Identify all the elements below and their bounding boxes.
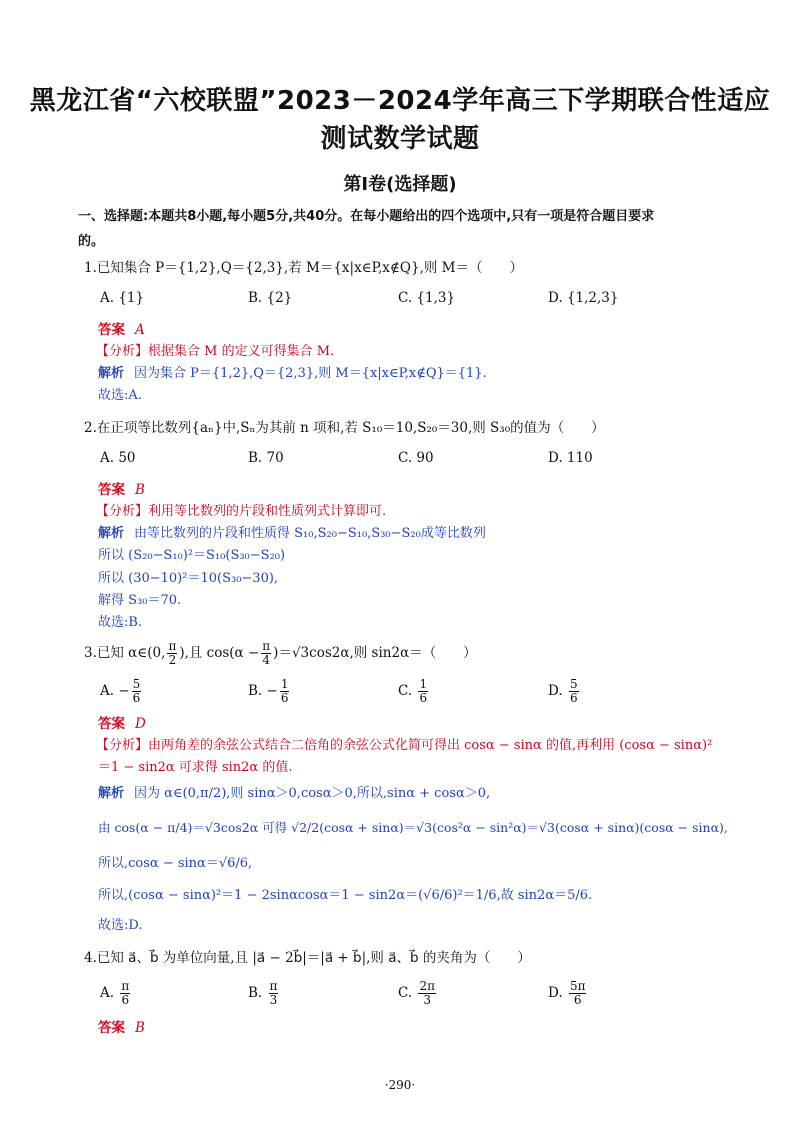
numerator: 1 [419,677,428,691]
q3-solution-line-3: 所以,cosα − sinα＝√6/6, [98,856,253,871]
q2-solution-line-4: 解得 S₃₀＝70. [98,593,182,608]
q3-solution [98,782,490,801]
numerator: 5π [569,979,586,993]
option-label: C. [398,985,417,1001]
q1-option-d: D. {1,2,3} [548,290,619,306]
q3-solution-choice: 故选:D. [98,918,143,933]
answer-value: D [135,716,146,732]
q3-option-b [248,678,291,705]
q2-option-d: D. 110 [548,450,593,466]
question-2-stem: 2.在正项等比数列{aₙ}中,Sₙ为其前 n 项和,若 S₁₀＝10,S₂₀＝30,则 S₃₀的值为（ ） [84,420,605,436]
q2-solution-line-2: 所以 (S₂₀−S₁₀)²＝S₁₀(S₃₀−S₂₀) [98,548,286,563]
q1-analysis: 【分析】根据集合 M 的定义可得集合 M. [96,344,335,359]
q3-solution-line-2: 由 cos(α − π/4)＝√3cos2α 可得 √2/2(cosα + sinα)＝√3(cos²α − sin²α)＝√3(cosα + sinα)(cosα − sinα), [98,820,728,835]
denominator: 6 [573,993,582,1007]
option-label: C. [398,683,417,699]
fraction [120,980,130,1007]
q2-option-c: C. 90 [398,450,434,466]
question-4-stem: 4.已知 a⃗、b⃗ 为单位向量,且 |a⃗ − 2b⃗|＝|a⃗ + b⃗|,则 a⃗、b⃗ 的夹角为（ ） [84,950,531,966]
answer-label: 答案 [98,716,125,732]
solution-line: 由等比数列的片段和性质得 S₁₀,S₂₀−S₁₀,S₃₀−S₂₀成等比数列 [134,526,486,541]
q2-option-b: B. 70 [248,450,284,466]
q3-option-d [548,678,581,705]
q1-option-c: C. {1,3} [398,290,456,306]
q1-option-a: A. {1} [100,290,145,306]
denominator: 3 [423,993,432,1007]
q1-option-b: B. {2} [248,290,293,306]
q4-option-c [398,980,438,1007]
denominator: 6 [419,691,428,705]
fraction [569,980,587,1007]
denominator: 6 [280,691,289,705]
q4-option-a [100,980,132,1007]
q1-solution-choice: 故选:A. [98,388,142,403]
fraction [280,678,290,705]
q3-analysis: 【分析】由两角差的余弦公式结合二倍角的余弦公式化简可得出 cosα − sinα 的值,再利用 (cosα − sinα)² [96,738,713,753]
solution-label: 解析 [98,526,125,541]
fraction [569,678,579,705]
stem-text: ),且 cos(α − [179,645,260,661]
numerator: 1 [280,677,289,691]
answer-value: B [135,482,145,498]
q3-option-a [100,678,143,705]
denominator: 4 [262,653,271,667]
numerator: π [269,979,278,993]
answer-label: 答案 [98,322,125,338]
question-1-stem: 1.已知集合 P＝{1,2},Q＝{2,3},若 M＝{x|x∈P,x∉Q},则 M＝（ ） [84,260,523,276]
option-label: A. [100,985,119,1001]
solution-line: 因为集合 P＝{1,2},Q＝{2,3},则 M＝{x|x∈P,x∉Q}＝{1}. [134,366,487,381]
answer-label: 答案 [98,1020,125,1036]
solution-label: 解析 [98,786,125,801]
exam-title-line1: 黑龙江省“六校联盟”2023－2024学年高三下学期联合性适应 [29,86,771,116]
q3-solution-line-4: 所以,(cosα − sinα)²＝1 − 2sinαcosα＝1 − sin2α＝(√6/6)²＝1/6,故 sin2α＝5/6. [98,888,593,903]
q3-analysis-cont: ＝1 − sin2α 可求得 sin2α 的值. [98,760,293,775]
denominator: 3 [269,993,278,1007]
option-label: B. [248,985,267,1001]
denominator: 6 [132,691,141,705]
q2-solution-choice: 故选:B. [98,615,143,630]
q2-solution-line-3: 所以 (30−10)²＝10(S₃₀−30), [98,571,279,586]
section-title: 第Ⅰ卷(选择题) [343,174,457,195]
answer-value: A [135,322,145,338]
question-3-stem [84,640,477,667]
instructions-text: 一、选择题:本题共8小题,每小题5分,共40分。在每小题给出的四个选项中,只有一项是符合题目要求 [78,209,655,224]
stem-text: )＝√3cos2α,则 sin2α＝（ ） [273,645,477,661]
numerator: π [168,639,177,653]
fraction [269,980,279,1007]
page-number: ·290· [384,1078,416,1092]
stem-text: 3.已知 α∈(0, [84,645,166,661]
numerator: 5 [132,677,141,691]
q3-option-c [398,678,430,705]
denominator: 6 [121,993,130,1007]
option-label: D. [548,985,567,1001]
q2-solution [98,522,486,541]
option-label: B. − [248,683,278,699]
fraction [418,980,436,1007]
q4-option-d [548,980,588,1007]
q4-answer [98,1016,145,1036]
exam-title-line2: 测试数学试题 [320,124,480,154]
numerator: 2π [419,979,435,993]
solution-line: 因为 α∈(0,π/2),则 sinα＞0,cosα＞0,所以,sinα + cosα＞0, [134,786,491,801]
q2-analysis: 【分析】利用等比数列的片段和性质列式计算即可. [96,504,387,519]
q2-answer [98,478,145,498]
denominator: 6 [569,691,578,705]
solution-label: 解析 [98,366,125,381]
q2-option-a: A. 50 [100,450,136,466]
option-label: D. [548,683,567,699]
q1-solution [98,362,487,381]
fraction [132,678,142,705]
q1-answer [98,318,145,338]
numerator: π [262,639,271,653]
instructions-text-cont: 的。 [78,234,105,249]
fraction [167,640,177,667]
answer-label: 答案 [98,482,125,498]
fraction [418,678,428,705]
numerator: π [121,979,130,993]
option-label: A. − [100,683,130,699]
q4-option-b [248,980,280,1007]
fraction [261,640,271,667]
q3-answer [98,712,146,732]
numerator: 5 [569,677,578,691]
section-instructions [78,204,728,254]
denominator: 2 [168,653,177,667]
answer-value: B [135,1020,145,1036]
